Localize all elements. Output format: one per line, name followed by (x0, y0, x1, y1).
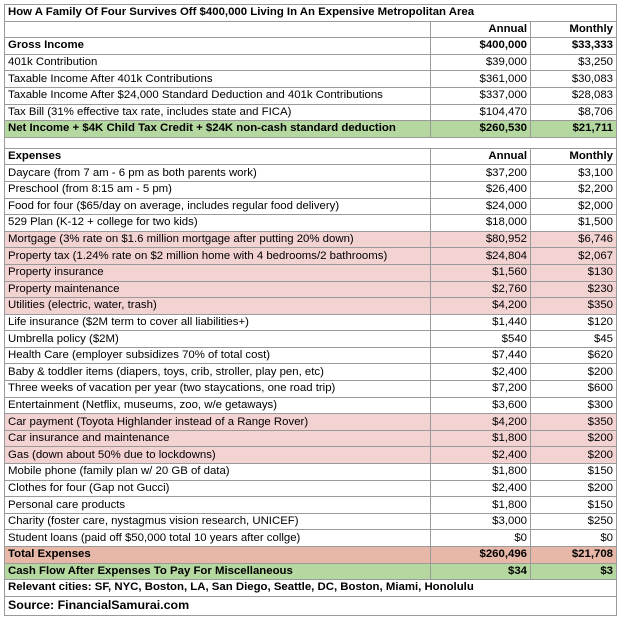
expenses-header-label: Expenses (5, 148, 431, 165)
expense-row (5, 181, 617, 198)
expense-row (5, 447, 617, 464)
total-expenses-monthly: $21,708 (531, 547, 617, 564)
expense-annual: $26,400 (431, 181, 531, 198)
expense-monthly: $2,000 (531, 198, 617, 215)
expense-annual: $7,440 (431, 347, 531, 364)
net-income-row (5, 121, 617, 138)
expenses-col-annual: Annual (431, 148, 531, 165)
expense-row (5, 165, 617, 182)
expense-annual: $80,952 (431, 231, 531, 248)
gross-income-annual: $400,000 (431, 38, 531, 55)
income-monthly: $8,706 (531, 104, 617, 121)
expense-label: Umbrella policy ($2M) (5, 331, 431, 348)
expense-annual: $3,000 (431, 513, 531, 530)
expense-label: Property maintenance (5, 281, 431, 298)
expense-label: Clothes for four (Gap not Gucci) (5, 480, 431, 497)
income-label: Taxable Income After $24,000 Standard Deduction and 401k Contributions (5, 87, 431, 104)
expense-annual: $3,600 (431, 397, 531, 414)
expense-row (5, 364, 617, 381)
expense-monthly: $250 (531, 513, 617, 530)
expense-monthly: $350 (531, 414, 617, 431)
expense-monthly: $620 (531, 347, 617, 364)
expense-row (5, 513, 617, 530)
expense-monthly: $230 (531, 281, 617, 298)
expense-label: Mortgage (3% rate on $1.6 million mortgage after putting 20% down) (5, 231, 431, 248)
source-text: Source: FinancialSamurai.com (5, 596, 617, 615)
income-label: 401k Contribution (5, 54, 431, 71)
expense-label: Property insurance (5, 264, 431, 281)
expense-row (5, 464, 617, 481)
expense-annual: $24,000 (431, 198, 531, 215)
expense-annual: $0 (431, 530, 531, 547)
expense-monthly: $120 (531, 314, 617, 331)
income-row (5, 104, 617, 121)
expense-label: Mobile phone (family plan w/ 20 GB of data) (5, 464, 431, 481)
expense-monthly: $130 (531, 264, 617, 281)
expense-monthly: $200 (531, 364, 617, 381)
expense-annual: $2,760 (431, 281, 531, 298)
total-expenses-row (5, 547, 617, 564)
budget-table (4, 4, 617, 616)
expense-monthly: $6,746 (531, 231, 617, 248)
expense-row (5, 298, 617, 315)
expense-annual: $1,560 (431, 264, 531, 281)
expense-annual: $37,200 (431, 165, 531, 182)
expense-row (5, 331, 617, 348)
expense-monthly: $350 (531, 298, 617, 315)
expense-monthly: $200 (531, 430, 617, 447)
expense-row (5, 480, 617, 497)
expense-annual: $1,440 (431, 314, 531, 331)
income-row (5, 71, 617, 88)
net-income-monthly: $21,711 (531, 121, 617, 138)
income-label: Taxable Income After 401k Contributions (5, 71, 431, 88)
expense-monthly: $150 (531, 464, 617, 481)
expense-label: Life insurance ($2M term to cover all liabilities+) (5, 314, 431, 331)
expense-row (5, 497, 617, 514)
expense-label: Personal care products (5, 497, 431, 514)
expense-annual: $1,800 (431, 430, 531, 447)
expense-monthly: $150 (531, 497, 617, 514)
income-header-spacer (5, 21, 431, 38)
budget-sheet (4, 4, 616, 616)
income-annual: $337,000 (431, 87, 531, 104)
expense-monthly: $2,067 (531, 248, 617, 265)
expense-label: Daycare (from 7 am - 6 pm as both parents work) (5, 165, 431, 182)
expense-label: Property tax (1.24% rate on $2 million home with 4 bedrooms/2 bathrooms) (5, 248, 431, 265)
income-row (5, 54, 617, 71)
expense-annual: $2,400 (431, 480, 531, 497)
expense-label: Preschool (from 8:15 am - 5 pm) (5, 181, 431, 198)
cashflow-label: Cash Flow After Expenses To Pay For Miscellaneous (5, 563, 431, 580)
expense-monthly: $200 (531, 480, 617, 497)
total-expenses-annual: $260,496 (431, 547, 531, 564)
expense-annual: $1,800 (431, 464, 531, 481)
income-monthly: $28,083 (531, 87, 617, 104)
expense-row (5, 248, 617, 265)
expense-row (5, 381, 617, 398)
income-label: Tax Bill (31% effective tax rate, includes state and FICA) (5, 104, 431, 121)
expense-monthly: $0 (531, 530, 617, 547)
expense-annual: $540 (431, 331, 531, 348)
sheet-title: How A Family Of Four Survives Off $400,000 Living In An Expensive Metropolitan Area (5, 5, 617, 22)
expense-label: Car payment (Toyota Highlander instead of a Range Rover) (5, 414, 431, 431)
expense-row (5, 198, 617, 215)
expense-row (5, 231, 617, 248)
expense-label: 529 Plan (K-12 + college for two kids) (5, 215, 431, 232)
cashflow-monthly: $3 (531, 563, 617, 580)
expense-label: Utilities (electric, water, trash) (5, 298, 431, 315)
expense-label: Baby & toddler items (diapers, toys, crib, stroller, play pen, etc) (5, 364, 431, 381)
expense-monthly: $45 (531, 331, 617, 348)
income-monthly: $3,250 (531, 54, 617, 71)
net-income-label: Net Income + $4K Child Tax Credit + $24K non-cash standard deduction (5, 121, 431, 138)
expense-row (5, 347, 617, 364)
title-row (5, 5, 617, 22)
expense-row (5, 264, 617, 281)
cashflow-row (5, 563, 617, 580)
total-expenses-label: Total Expenses (5, 547, 431, 564)
expense-label: Three weeks of vacation per year (two staycations, one road trip) (5, 381, 431, 398)
expense-annual: $18,000 (431, 215, 531, 232)
expense-annual: $7,200 (431, 381, 531, 398)
expense-row (5, 281, 617, 298)
gross-income-label: Gross Income (5, 38, 431, 55)
source-row (5, 596, 617, 615)
expense-label: Gas (down about 50% due to lockdowns) (5, 447, 431, 464)
expense-label: Health Care (employer subsidizes 70% of total cost) (5, 347, 431, 364)
expense-monthly: $600 (531, 381, 617, 398)
expense-row (5, 430, 617, 447)
expense-annual: $4,200 (431, 414, 531, 431)
expense-annual: $2,400 (431, 447, 531, 464)
net-income-annual: $260,530 (431, 121, 531, 138)
expense-label: Car insurance and maintenance (5, 430, 431, 447)
expense-monthly: $300 (531, 397, 617, 414)
expense-monthly: $200 (531, 447, 617, 464)
expense-label: Food for four ($65/day on average, includes regular food delivery) (5, 198, 431, 215)
expense-row (5, 530, 617, 547)
income-annual: $104,470 (431, 104, 531, 121)
income-column-header-row (5, 21, 617, 38)
expense-monthly: $1,500 (531, 215, 617, 232)
expenses-header-row (5, 148, 617, 165)
expense-annual: $24,804 (431, 248, 531, 265)
expense-label: Entertainment (Netflix, museums, zoo, w/e getaways) (5, 397, 431, 414)
income-monthly: $30,083 (531, 71, 617, 88)
gross-income-monthly: $33,333 (531, 38, 617, 55)
expense-monthly: $3,100 (531, 165, 617, 182)
income-col-annual: Annual (431, 21, 531, 38)
expense-annual: $4,200 (431, 298, 531, 315)
expenses-col-monthly: Monthly (531, 148, 617, 165)
expense-annual: $1,800 (431, 497, 531, 514)
expense-row (5, 414, 617, 431)
expense-label: Charity (foster care, nystagmus vision research, UNICEF) (5, 513, 431, 530)
expense-row (5, 215, 617, 232)
income-col-monthly: Monthly (531, 21, 617, 38)
expense-label: Student loans (paid off $50,000 total 10 years after collge) (5, 530, 431, 547)
spacer-row (5, 137, 617, 148)
income-row (5, 87, 617, 104)
spacer-cell (5, 137, 617, 148)
expense-row (5, 314, 617, 331)
cashflow-annual: $34 (431, 563, 531, 580)
income-annual: $361,000 (431, 71, 531, 88)
expense-row (5, 397, 617, 414)
relevant-cities-row (5, 580, 617, 597)
expense-monthly: $2,200 (531, 181, 617, 198)
relevant-cities: Relevant cities: SF, NYC, Boston, LA, San Diego, Seattle, DC, Boston, Miami, Honolulu (5, 580, 617, 597)
income-annual: $39,000 (431, 54, 531, 71)
gross-income-row (5, 38, 617, 55)
expense-annual: $2,400 (431, 364, 531, 381)
